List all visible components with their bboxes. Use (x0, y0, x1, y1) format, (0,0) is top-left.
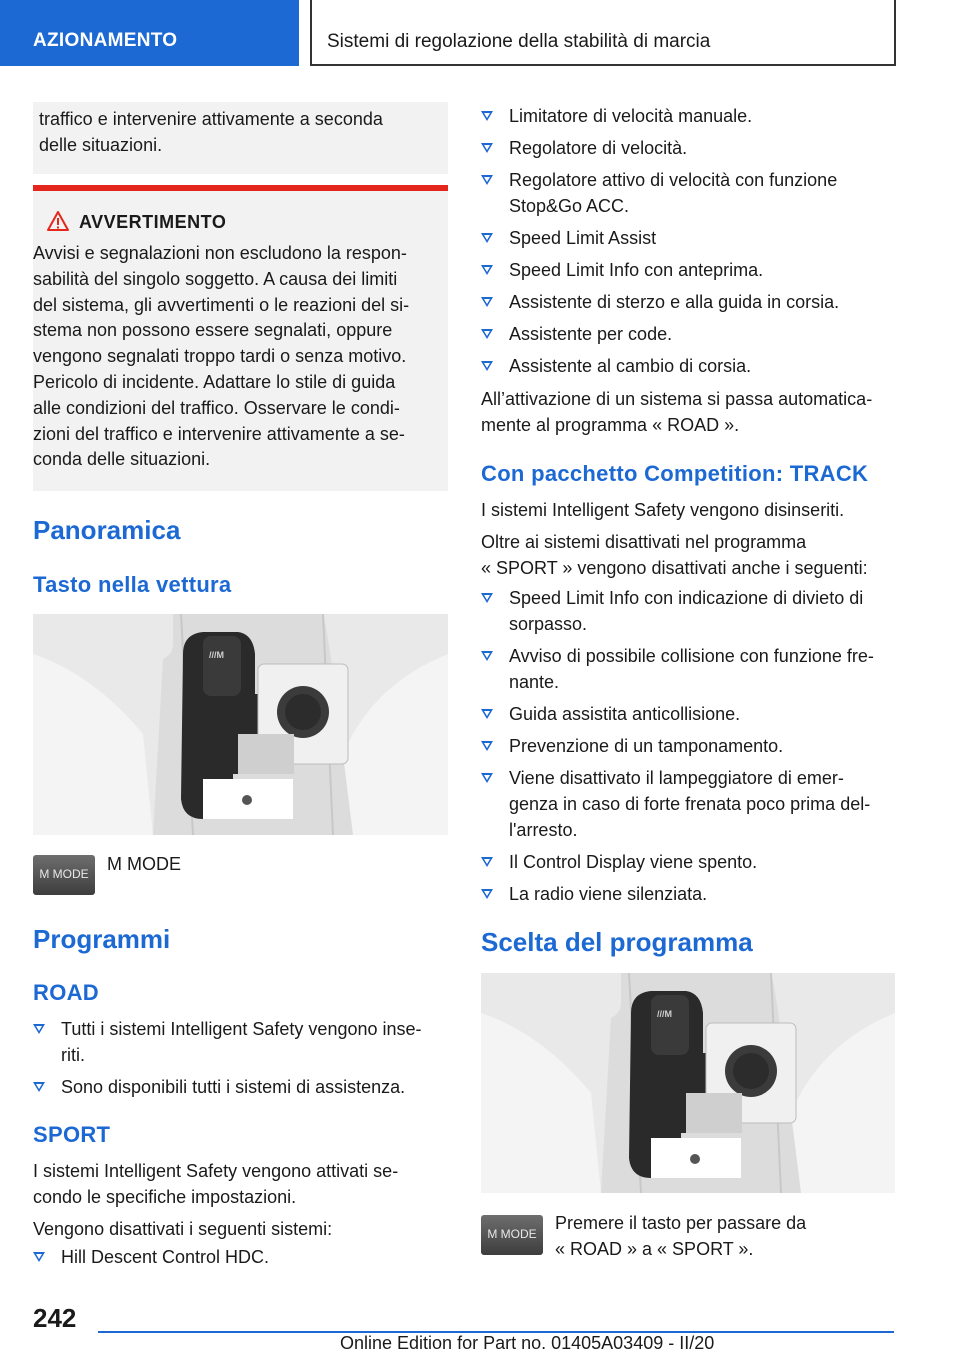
list-item (481, 225, 901, 251)
activation-line: All’attivazione di un sistema si passa automatica- (481, 389, 873, 409)
mmode-button-icon (33, 855, 95, 895)
mmode-icon-label: M MODE (487, 1227, 537, 1241)
list-item-line: Speed Limit Info con anteprima. (509, 260, 764, 280)
list-item-line: Regolatore attivo di velocità con funzione (509, 170, 838, 190)
list-item-line: riti. (61, 1045, 85, 1065)
list-item-line: Assistente per code. (509, 324, 673, 344)
list-item-line: Speed Limit Info con indicazione di divieto di (509, 588, 864, 608)
triangle-bullet-icon (481, 593, 493, 603)
list-item (481, 765, 901, 843)
console-photo (33, 614, 448, 835)
intro-line: delle situazioni. (39, 135, 163, 155)
intro-box (33, 102, 448, 174)
activation-line: mente al programma « ROAD ». (481, 415, 740, 435)
gear-selector-illustration (481, 973, 895, 1193)
intro-line: traffico e intervenire attivamente a seconda (39, 109, 383, 129)
list-item (481, 103, 901, 129)
list-item-line: Prevenzione di un tamponamento. (509, 736, 784, 756)
mmode-button-icon (481, 1215, 543, 1255)
list-item (481, 701, 901, 727)
list-item-line: Il Control Display viene spento. (509, 852, 758, 872)
track-line: Oltre ai sistemi disattivati nel programma (481, 532, 807, 552)
triangle-bullet-icon (33, 1082, 45, 1092)
list-item-line: l'arresto. (509, 820, 578, 840)
track-line: I sistemi Intelligent Safety vengono disinseriti. (481, 500, 845, 520)
list-item (481, 849, 901, 875)
warning-text (33, 241, 448, 473)
warning-line: del sistema, gli avvertimenti o le reazioni del si- (33, 294, 410, 315)
mmode-caption: M MODE (107, 854, 181, 874)
list-item (33, 1244, 453, 1270)
heading-panoramica: Panoramica (33, 515, 181, 545)
svg-text:///M: ///M (209, 650, 224, 660)
triangle-bullet-icon (481, 857, 493, 867)
list-item (481, 289, 901, 315)
premere-text (555, 1210, 895, 1262)
list-item-line: Guida assistita anticollisione. (509, 704, 741, 724)
track-text (481, 497, 901, 581)
heading-programmi: Programmi (33, 924, 171, 954)
list-item-line: Avviso di possibile collisione con funzione fre- (509, 646, 874, 666)
header-section-label: AZIONAMENTO (33, 30, 178, 51)
gear-selector-illustration (33, 614, 448, 835)
activation-text (481, 386, 901, 438)
list-item (481, 881, 901, 907)
list-item (481, 135, 901, 161)
mmode-icon-label: M MODE (39, 867, 89, 881)
list-item (481, 257, 901, 283)
warning-line: Avvisi e segnalazioni non escludono la respon- (33, 243, 407, 263)
track-list (481, 585, 901, 913)
list-item (481, 733, 901, 759)
triangle-bullet-icon (481, 709, 493, 719)
console-photo (481, 973, 895, 1193)
warning-icon (46, 210, 70, 232)
list-item-line: genza in caso di forte frenata poco prima del- (509, 794, 871, 814)
road-list (33, 1016, 453, 1106)
sport-list (33, 1244, 453, 1276)
warning-line: zioni del traffico e intervenire attivamente a se- (33, 423, 405, 444)
triangle-bullet-icon (481, 361, 493, 371)
warning-line: sabilità del singolo soggetto. A causa dei limiti (33, 268, 398, 289)
sport-line: condo le specifiche impostazioni. (33, 1187, 297, 1207)
triangle-bullet-icon (481, 773, 493, 783)
warning-line: vengono segnalati troppo tardi o senza motivo. (33, 346, 407, 367)
list-item-line: Speed Limit Assist (509, 228, 657, 248)
list-item-line: Stop&Go ACC. (509, 196, 630, 216)
sport-line: Vengono disattivati i seguenti sistemi: (33, 1219, 333, 1239)
heading-sport: SPORT (33, 1122, 111, 1147)
triangle-bullet-icon (481, 265, 493, 275)
triangle-bullet-icon (481, 651, 493, 661)
list-item-line: sorpasso. (509, 614, 588, 634)
warning-line: stema non possono essere segnalati, oppure (33, 320, 393, 341)
warning-line: Pericolo di incidente. Adattare lo stile di guida (33, 371, 396, 392)
warning-line: conda delle situazioni. (33, 449, 211, 470)
premere-line: Premere il tasto per passare da (555, 1213, 807, 1233)
heading-tasto: Tasto nella vettura (33, 572, 232, 597)
triangle-bullet-icon (481, 233, 493, 243)
triangle-bullet-icon (481, 741, 493, 751)
triangle-bullet-icon (481, 889, 493, 899)
systems-list (481, 103, 901, 385)
svg-text:///M: ///M (657, 1009, 672, 1019)
list-item-line: Assistente al cambio di corsia. (509, 356, 752, 376)
triangle-bullet-icon (481, 175, 493, 185)
triangle-bullet-icon (481, 329, 493, 339)
page-number: 242 (33, 1303, 77, 1333)
heading-scelta: Scelta del programma (481, 927, 753, 957)
list-item (481, 643, 901, 695)
list-item-line: Assistente di sterzo e alla guida in corsia. (509, 292, 840, 312)
heading-road: ROAD (33, 980, 99, 1005)
triangle-bullet-icon (33, 1024, 45, 1034)
triangle-bullet-icon (481, 111, 493, 121)
list-item-line: La radio viene silenziata. (509, 884, 708, 904)
heading-track: Con pacchetto Competition: TRACK (481, 461, 869, 486)
list-item (481, 167, 901, 219)
footer-edition: Online Edition for Part no. 01405A03409 - II/20 (340, 1333, 715, 1353)
list-item (481, 353, 901, 379)
list-item (33, 1016, 453, 1068)
header-title-box (310, 0, 896, 66)
triangle-bullet-icon (33, 1252, 45, 1262)
list-item (481, 585, 901, 637)
list-item-line: Sono disponibili tutti i sistemi di assistenza. (61, 1077, 406, 1097)
header-section-tab (0, 0, 299, 66)
list-item-line: nante. (509, 672, 560, 692)
track-line: « SPORT » vengono disattivati anche i seguenti: (481, 558, 868, 578)
sport-line: I sistemi Intelligent Safety vengono attivati se- (33, 1161, 399, 1181)
list-item-line: Regolatore di velocità. (509, 138, 688, 158)
premere-line: « ROAD » a « SPORT ». (555, 1239, 754, 1259)
list-item-line: Tutti i sistemi Intelligent Safety vengono inse- (61, 1019, 422, 1039)
sport-text (33, 1158, 453, 1242)
header-title: Sistemi di regolazione della stabilità di marcia (327, 31, 711, 52)
list-item (481, 321, 901, 347)
triangle-bullet-icon (481, 143, 493, 153)
list-item-line: Limitatore di velocità manuale. (509, 106, 753, 126)
warning-line: alle condizioni del traffico. Osservare le condi- (33, 397, 400, 418)
triangle-bullet-icon (481, 297, 493, 307)
list-item-line: Viene disattivato il lampeggiatore di emer- (509, 768, 844, 788)
warning-title: AVVERTIMENTO (79, 212, 227, 232)
list-item (33, 1074, 453, 1100)
list-item-line: Hill Descent Control HDC. (61, 1247, 270, 1267)
